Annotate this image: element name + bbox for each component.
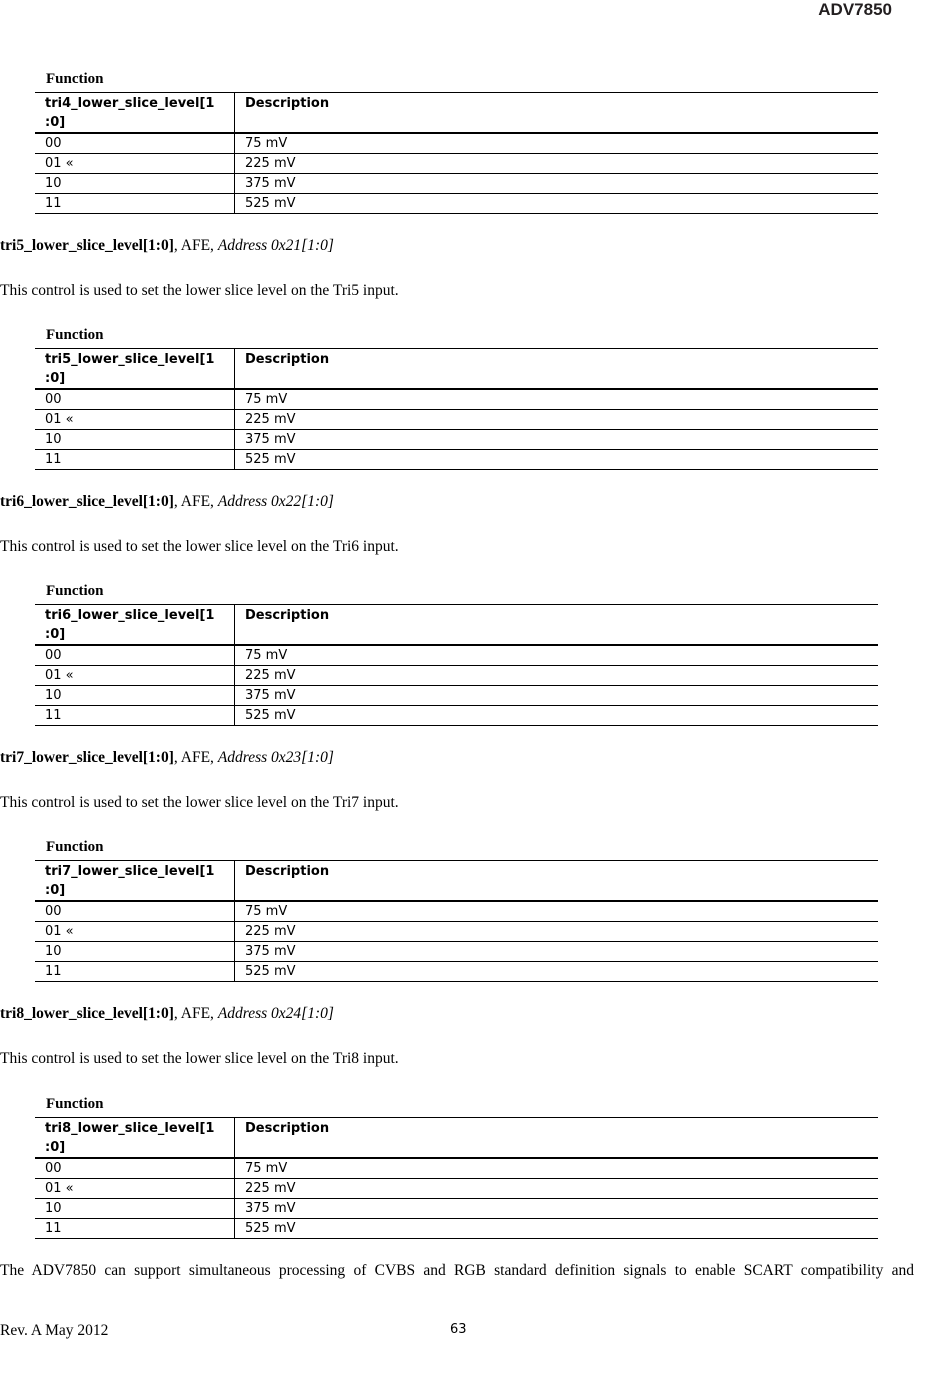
page-number: 63 — [450, 1322, 467, 1337]
table-row — [35, 1179, 878, 1199]
table-cell-value: 00 — [35, 645, 235, 666]
register-map: , AFE, — [173, 237, 218, 254]
footer-revision: Rev. A May 2012 — [0, 1322, 109, 1339]
column-header-description: Description — [235, 1118, 879, 1159]
table-cell-description: 225 mV — [235, 1179, 879, 1199]
register-address: Address 0x23[1:0] — [217, 749, 334, 766]
function-title: Function — [46, 583, 104, 599]
function-title: Function — [46, 71, 104, 87]
table-row — [35, 686, 878, 706]
column-header-description: Description — [235, 349, 879, 390]
table-cell-description: 225 mV — [235, 154, 879, 174]
column-header-register: tri8_lower_slice_level[1 :0] — [35, 1118, 235, 1159]
register-heading — [0, 1005, 334, 1023]
table-row — [35, 410, 878, 430]
column-header-register: tri6_lower_slice_level[1 :0] — [35, 605, 235, 646]
table-row — [35, 1199, 878, 1219]
table-cell-description: 225 mV — [235, 922, 879, 942]
table-cell-value: 11 — [35, 194, 235, 214]
register-name: tri5_lower_slice_level[1:0] — [0, 237, 174, 254]
register-table — [35, 1117, 878, 1239]
column-header-description: Description — [235, 93, 879, 134]
table-row — [35, 1158, 878, 1179]
table-cell-value: 11 — [35, 1219, 235, 1239]
register-map: , AFE, — [173, 493, 218, 510]
table-row — [35, 922, 878, 942]
table-cell-description: 375 mV — [235, 174, 879, 194]
table-cell-value: 01 « — [35, 922, 235, 942]
table-cell-value: 01 « — [35, 154, 235, 174]
function-title: Function — [46, 1096, 104, 1112]
table-cell-description: 75 mV — [235, 645, 879, 666]
register-table — [35, 604, 878, 726]
register-address: Address 0x21[1:0] — [217, 237, 334, 254]
column-header-description: Description — [235, 605, 879, 646]
table-row — [35, 942, 878, 962]
table-row — [35, 430, 878, 450]
table-row — [35, 154, 878, 174]
register-description: This control is used to set the lower slice level on the Tri6 input. — [0, 538, 399, 555]
register-name: tri6_lower_slice_level[1:0] — [0, 493, 174, 510]
register-name: tri7_lower_slice_level[1:0] — [0, 749, 174, 766]
table-row — [35, 645, 878, 666]
table-row — [35, 450, 878, 470]
register-heading — [0, 749, 334, 767]
register-address: Address 0x24[1:0] — [217, 1005, 334, 1022]
register-table — [35, 92, 878, 214]
table-cell-value: 01 « — [35, 410, 235, 430]
table-row — [35, 666, 878, 686]
register-heading — [0, 237, 334, 255]
register-map: , AFE, — [173, 749, 218, 766]
body-paragraph: The ADV7850 can support simultaneous processing of CVBS and RGB standard definition signals to enable SCART compatibility and — [0, 1262, 914, 1279]
register-table — [35, 348, 878, 470]
column-header-register: tri5_lower_slice_level[1 :0] — [35, 349, 235, 390]
table-row — [35, 389, 878, 410]
table-cell-value: 10 — [35, 174, 235, 194]
column-header-register: tri7_lower_slice_level[1 :0] — [35, 861, 235, 902]
table-cell-description: 525 mV — [235, 194, 879, 214]
register-table — [35, 860, 878, 982]
table-cell-value: 01 « — [35, 666, 235, 686]
table-cell-value: 11 — [35, 706, 235, 726]
table-row — [35, 901, 878, 922]
table-cell-description: 375 mV — [235, 430, 879, 450]
table-row — [35, 133, 878, 154]
table-row — [35, 1219, 878, 1239]
register-description: This control is used to set the lower slice level on the Tri7 input. — [0, 794, 399, 811]
column-header-description: Description — [235, 861, 879, 902]
register-name: tri8_lower_slice_level[1:0] — [0, 1005, 174, 1022]
table-cell-value: 00 — [35, 901, 235, 922]
table-cell-description: 75 mV — [235, 389, 879, 410]
document-header-title: ADV7850 — [818, 0, 892, 19]
table-cell-value: 11 — [35, 962, 235, 982]
table-cell-description: 375 mV — [235, 942, 879, 962]
register-map: , AFE, — [173, 1005, 218, 1022]
table-cell-value: 01 « — [35, 1179, 235, 1199]
table-cell-description: 375 mV — [235, 1199, 879, 1219]
table-cell-description: 75 mV — [235, 133, 879, 154]
table-cell-description: 525 mV — [235, 450, 879, 470]
function-title: Function — [46, 839, 104, 855]
register-heading — [0, 493, 334, 511]
table-cell-value: 10 — [35, 942, 235, 962]
function-title: Function — [46, 327, 104, 343]
table-row — [35, 174, 878, 194]
table-row — [35, 194, 878, 214]
table-cell-value: 00 — [35, 1158, 235, 1179]
table-cell-value: 10 — [35, 430, 235, 450]
register-description: This control is used to set the lower slice level on the Tri8 input. — [0, 1050, 399, 1067]
table-cell-value: 00 — [35, 389, 235, 410]
table-cell-value: 10 — [35, 1199, 235, 1219]
table-row — [35, 962, 878, 982]
table-cell-value: 11 — [35, 450, 235, 470]
table-cell-description: 225 mV — [235, 410, 879, 430]
table-cell-description: 525 mV — [235, 962, 879, 982]
table-cell-value: 10 — [35, 686, 235, 706]
table-cell-description: 525 mV — [235, 1219, 879, 1239]
table-row — [35, 706, 878, 726]
table-cell-description: 225 mV — [235, 666, 879, 686]
register-description: This control is used to set the lower slice level on the Tri5 input. — [0, 282, 399, 299]
column-header-register: tri4_lower_slice_level[1 :0] — [35, 93, 235, 134]
table-cell-description: 525 mV — [235, 706, 879, 726]
table-cell-description: 375 mV — [235, 686, 879, 706]
table-cell-description: 75 mV — [235, 901, 879, 922]
table-cell-value: 00 — [35, 133, 235, 154]
table-cell-description: 75 mV — [235, 1158, 879, 1179]
register-address: Address 0x22[1:0] — [217, 493, 334, 510]
